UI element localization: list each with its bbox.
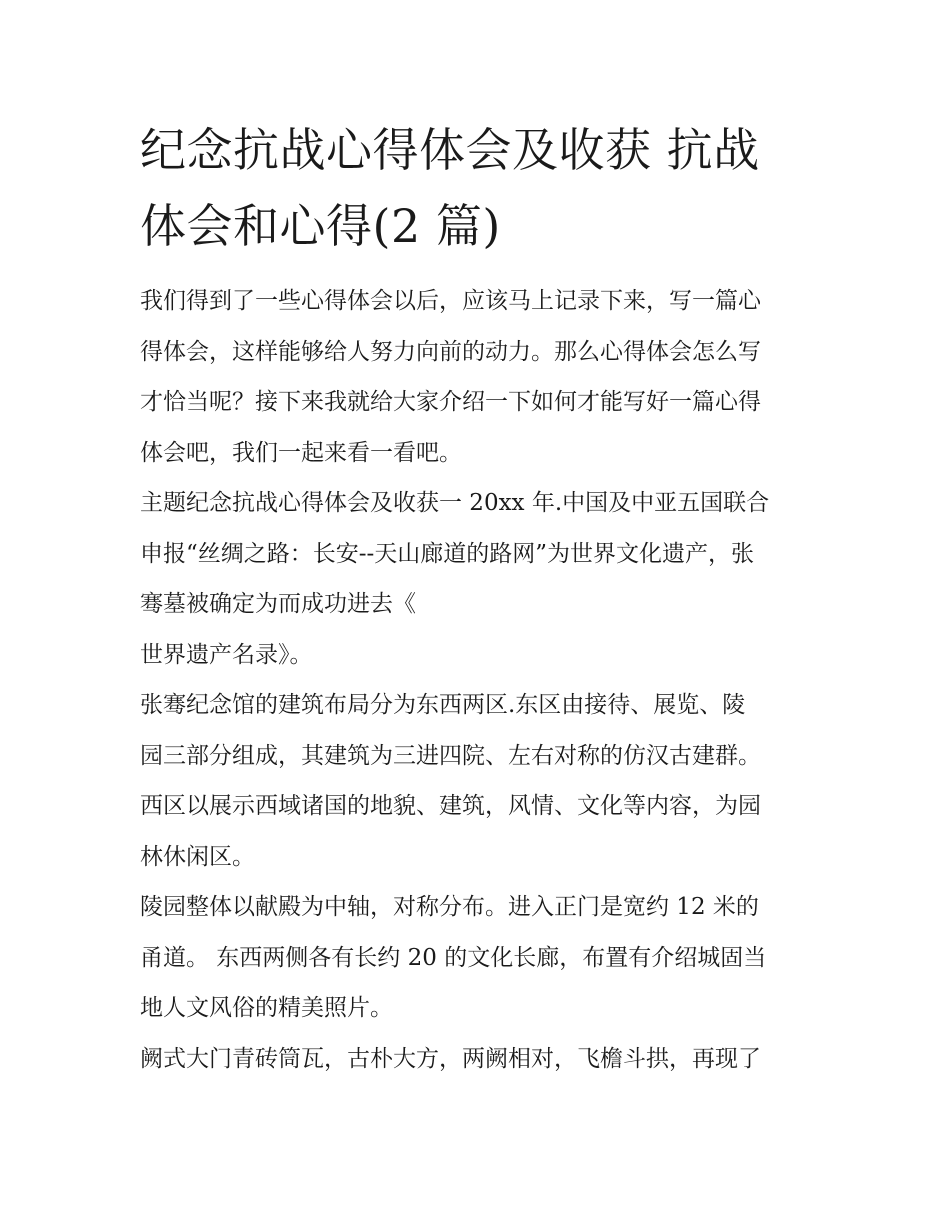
- text-line: 主题纪念抗战心得体会及收获一 20xx 年.中国及中亚五国联合: [140, 490, 770, 516]
- paragraph-gate: [140, 1034, 820, 1085]
- text-line: 申报“丝绸之路：长安--天山廊道的路网”为世界文化遗产，张: [140, 540, 755, 567]
- text-line: 体会吧，我们一起来看一看吧。: [140, 439, 462, 466]
- document-title: [140, 112, 830, 264]
- text-line: 才恰当呢？接下来我就给大家介绍一下如何才能写好一篇心得: [140, 389, 761, 415]
- text-line: 骞墓被确定为而成功进去《: [140, 591, 416, 617]
- paragraph-intro: [140, 276, 820, 478]
- paragraph-theme: [140, 478, 820, 630]
- paragraph-cemetery: [140, 882, 820, 1034]
- text-line: 世界遗产名录》。: [140, 641, 313, 668]
- text-line: 甬道。 东西两侧各有长约 20 的文化长廊，布置有介绍城固当: [140, 944, 767, 971]
- paragraph-layout: [140, 680, 820, 882]
- text-line: 我们得到了一些心得体会以后，应该马上记录下来，写一篇心: [140, 288, 761, 314]
- text-line: 园三部分组成，其建筑为三进四院、左右对称的仿汉古建群。: [140, 742, 761, 769]
- text-line: 林休闲区。: [140, 843, 255, 870]
- text-line: 西区以展示西域诸国的地貌、建筑，风情、文化等内容，为园: [140, 793, 761, 819]
- text-line: 得体会，这样能够给人努力向前的动力。那么心得体会怎么写: [140, 338, 761, 365]
- text-line: 地人文风俗的精美照片。: [140, 995, 393, 1021]
- text-line: 阙式大门青砖筒瓦，古朴大方，两阙相对，飞檐斗拱，再现了: [140, 1045, 761, 1072]
- text-line: 张骞纪念馆的建筑布局分为东西两区.东区由接待、展览、陵: [140, 692, 746, 718]
- title-line: 体会和心得(2 篇): [140, 199, 501, 253]
- title-line: 纪念抗战心得体会及收获 抗战: [140, 123, 760, 177]
- text-line: 陵园整体以献殿为中轴，对称分布。进入正门是宽约 12 米的: [140, 894, 759, 920]
- document-body: [140, 276, 820, 1084]
- paragraph-heritage-list: [140, 630, 820, 681]
